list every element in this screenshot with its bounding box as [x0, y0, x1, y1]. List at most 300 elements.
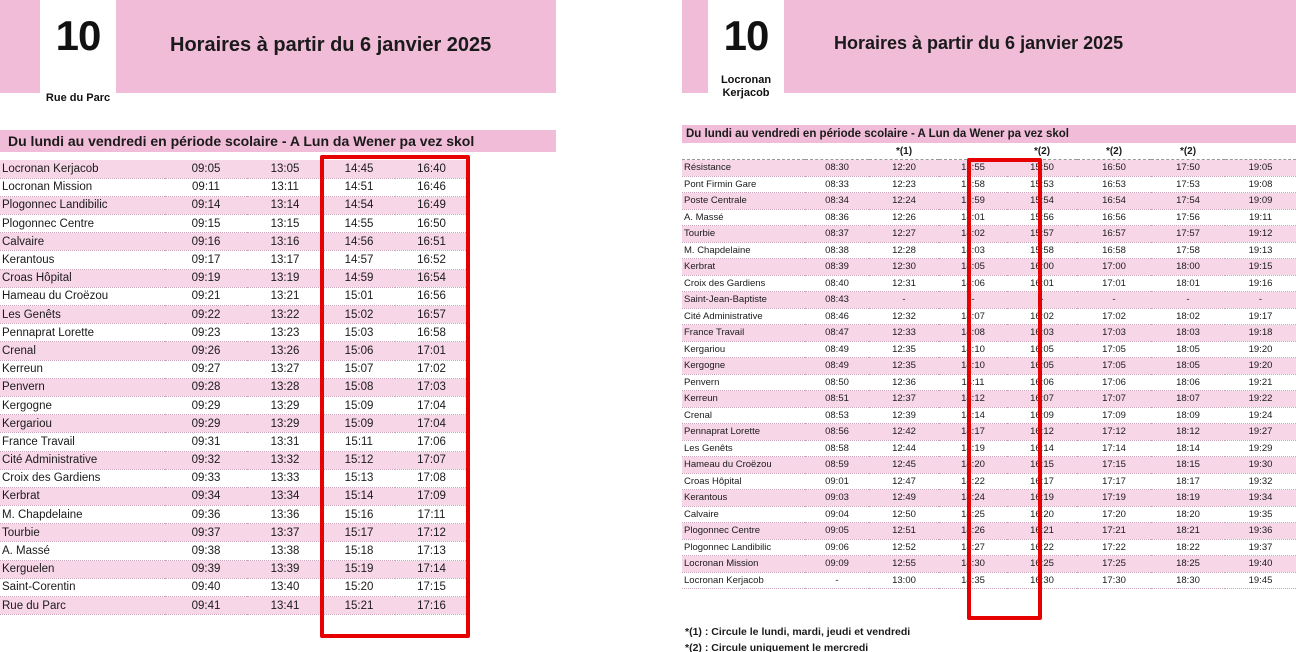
right-time-cell: 14:17 [939, 424, 1007, 441]
right-time-cell: 18:07 [1151, 391, 1225, 408]
left-time-cell: 17:04 [395, 415, 468, 433]
right-stop-name: Hameau du Croëzou [682, 457, 805, 474]
right-time-cell: 08:58 [805, 440, 869, 457]
right-time-cell: 16:53 [1077, 176, 1151, 193]
right-time-cell: 12:42 [869, 424, 939, 441]
left-time-cell: 09:05 [165, 160, 247, 178]
right-time-cell: 19:05 [1225, 160, 1296, 177]
right-time-cell: 08:49 [805, 341, 869, 358]
right-time-cell: 19:34 [1225, 490, 1296, 507]
left-time-cell: 15:06 [323, 342, 395, 360]
left-stop-name: Plogonnec Landibilic [0, 196, 165, 214]
right-time-cell: 12:26 [869, 209, 939, 226]
left-time-cell: 14:55 [323, 215, 395, 233]
right-time-cell: 19:35 [1225, 506, 1296, 523]
left-time-cell: 13:37 [247, 524, 323, 542]
right-time-cell: 14:01 [939, 209, 1007, 226]
right-route-subtitle-2: Kerjacob [722, 87, 770, 99]
right-time-cell: 12:24 [869, 193, 939, 210]
left-time-cell: 09:17 [165, 251, 247, 269]
right-time-cell: 08:46 [805, 308, 869, 325]
left-stop-name: Penvern [0, 378, 165, 396]
right-time-cell: 19:17 [1225, 308, 1296, 325]
left-stop-name: Kerguelen [0, 560, 165, 578]
right-time-cell: 16:21 [1007, 523, 1077, 540]
left-stop-name: Croas Hôpital [0, 269, 165, 287]
right-stop-name: Croix des Gardiens [682, 275, 805, 292]
left-time-cell: 09:36 [165, 506, 247, 524]
right-column-header [805, 143, 869, 160]
left-stop-name: A. Massé [0, 542, 165, 560]
right-time-cell: 19:20 [1225, 341, 1296, 358]
right-time-cell: 13:55 [939, 160, 1007, 177]
right-highlight-box [967, 158, 1042, 620]
left-time-cell: 16:57 [395, 306, 468, 324]
left-route-badge [40, 0, 116, 108]
right-time-cell: 14:10 [939, 358, 1007, 375]
right-time-cell: 18:15 [1151, 457, 1225, 474]
right-time-cell: 14:06 [939, 275, 1007, 292]
right-time-cell: 14:19 [939, 440, 1007, 457]
right-time-cell: 19:36 [1225, 523, 1296, 540]
right-column-header: *(2) [1007, 143, 1077, 160]
right-stop-name: Cité Administrative [682, 308, 805, 325]
left-time-cell: 09:22 [165, 306, 247, 324]
left-time-cell: 13:41 [247, 597, 323, 615]
note-2: *(2) : Circule uniquement le mercredi [685, 642, 869, 652]
left-time-cell: 09:41 [165, 597, 247, 615]
right-time-cell: 16:14 [1007, 440, 1077, 457]
right-time-cell: 08:50 [805, 374, 869, 391]
left-stop-name: Cité Administrative [0, 451, 165, 469]
right-stop-name: Résistance [682, 160, 805, 177]
right-time-cell: 14:05 [939, 259, 1007, 276]
right-stop-name: Tourbie [682, 226, 805, 243]
right-time-cell: 19:40 [1225, 556, 1296, 573]
right-time-cell: 12:27 [869, 226, 939, 243]
right-time-cell: 16:05 [1007, 358, 1077, 375]
left-stop-name: Kergariou [0, 415, 165, 433]
right-time-cell: 17:53 [1151, 176, 1225, 193]
right-time-cell: 18:03 [1151, 325, 1225, 342]
left-time-cell: 13:36 [247, 506, 323, 524]
right-time-cell: 16:20 [1007, 506, 1077, 523]
right-time-cell: 15:57 [1007, 226, 1077, 243]
right-time-cell: 16:58 [1077, 242, 1151, 259]
right-time-cell: 17:15 [1077, 457, 1151, 474]
right-time-cell: 15:50 [1007, 160, 1077, 177]
left-time-cell: 09:16 [165, 233, 247, 251]
right-time-cell: 09:06 [805, 539, 869, 556]
right-time-cell: 18:20 [1151, 506, 1225, 523]
right-stop-name: Calvaire [682, 506, 805, 523]
right-time-cell: 17:30 [1077, 572, 1151, 589]
right-title: Horaires à partir du 6 janvier 2025 [834, 33, 1124, 53]
left-time-cell: 13:22 [247, 306, 323, 324]
left-time-cell: 15:09 [323, 415, 395, 433]
left-stop-name: Crenal [0, 342, 165, 360]
right-time-cell: 19:13 [1225, 242, 1296, 259]
left-stop-name: Pennaprat Lorette [0, 324, 165, 342]
right-time-cell: 08:43 [805, 292, 869, 309]
left-time-cell: 15:03 [323, 324, 395, 342]
right-time-cell: 18:14 [1151, 440, 1225, 457]
right-time-cell: 14:20 [939, 457, 1007, 474]
right-time-cell: - [1007, 292, 1077, 309]
left-time-cell: 15:13 [323, 469, 395, 487]
right-time-cell: 17:58 [1151, 242, 1225, 259]
right-time-cell: 14:14 [939, 407, 1007, 424]
left-time-cell: 09:21 [165, 287, 247, 305]
right-time-cell: 19:24 [1225, 407, 1296, 424]
left-time-cell: 09:34 [165, 487, 247, 505]
right-time-cell: 16:12 [1007, 424, 1077, 441]
left-time-cell: 13:05 [247, 160, 323, 178]
left-time-cell: 15:19 [323, 560, 395, 578]
left-stop-name: Kerbrat [0, 487, 165, 505]
left-time-cell: 13:33 [247, 469, 323, 487]
left-stop-name: Hameau du Croëzou [0, 287, 165, 305]
left-time-cell: 17:06 [395, 433, 468, 451]
right-time-cell: 16:15 [1007, 457, 1077, 474]
right-time-cell: 12:33 [869, 325, 939, 342]
right-time-cell: 19:15 [1225, 259, 1296, 276]
left-time-cell: 15:08 [323, 378, 395, 396]
right-time-cell: 09:03 [805, 490, 869, 507]
right-stop-name: M. Chapdelaine [682, 242, 805, 259]
right-route-subtitle-1: Locronan [720, 74, 772, 86]
right-time-cell: 16:50 [1077, 160, 1151, 177]
left-stop-name: Locronan Kerjacob [0, 160, 165, 178]
right-time-cell: 12:39 [869, 407, 939, 424]
left-time-cell: 09:40 [165, 578, 247, 596]
right-time-cell: 12:49 [869, 490, 939, 507]
right-time-cell: 14:08 [939, 325, 1007, 342]
right-time-cell: 17:19 [1077, 490, 1151, 507]
right-stop-name: Kerreun [682, 391, 805, 408]
right-time-cell: 19:27 [1225, 424, 1296, 441]
left-stop-name: Saint-Corentin [0, 578, 165, 596]
left-time-cell: 17:07 [395, 451, 468, 469]
right-time-cell: 12:23 [869, 176, 939, 193]
left-time-cell: 09:15 [165, 215, 247, 233]
left-time-cell: 17:12 [395, 524, 468, 542]
right-column-header [1225, 143, 1296, 160]
left-time-cell: 13:11 [247, 178, 323, 196]
right-stop-name: Pennaprat Lorette [682, 424, 805, 441]
right-time-cell: 19:37 [1225, 539, 1296, 556]
left-time-cell: 15:11 [323, 433, 395, 451]
right-time-cell: 18:17 [1151, 473, 1225, 490]
right-time-cell: 16:57 [1077, 226, 1151, 243]
right-time-cell: 14:11 [939, 374, 1007, 391]
left-time-cell: 14:45 [323, 160, 395, 178]
right-time-cell: 19:30 [1225, 457, 1296, 474]
left-time-cell: 17:03 [395, 378, 468, 396]
left-time-cell: 17:08 [395, 469, 468, 487]
right-time-cell: 08:34 [805, 193, 869, 210]
right-column-header: *(2) [1077, 143, 1151, 160]
left-time-cell: 16:52 [395, 251, 468, 269]
left-time-cell: 16:49 [395, 196, 468, 214]
left-stop-name: Croix des Gardiens [0, 469, 165, 487]
right-time-cell: 18:22 [1151, 539, 1225, 556]
right-time-cell: 16:01 [1007, 275, 1077, 292]
right-time-cell: - [805, 572, 869, 589]
right-time-cell: 17:02 [1077, 308, 1151, 325]
right-stop-name: Plogonnec Centre [682, 523, 805, 540]
right-stop-name: Pont Firmin Gare [682, 176, 805, 193]
left-stop-name: Kergogne [0, 396, 165, 414]
right-time-cell: 14:22 [939, 473, 1007, 490]
right-time-cell: 14:30 [939, 556, 1007, 573]
left-time-cell: 13:27 [247, 360, 323, 378]
right-time-cell: 17:25 [1077, 556, 1151, 573]
left-time-cell: 13:34 [247, 487, 323, 505]
right-time-cell: 12:20 [869, 160, 939, 177]
right-time-cell: 19:12 [1225, 226, 1296, 243]
right-time-cell: 16:17 [1007, 473, 1077, 490]
left-time-cell: 16:50 [395, 215, 468, 233]
right-time-cell: 13:59 [939, 193, 1007, 210]
right-column-header [682, 143, 805, 160]
right-time-cell: 08:30 [805, 160, 869, 177]
left-time-cell: 15:09 [323, 396, 395, 414]
right-time-cell: 16:54 [1077, 193, 1151, 210]
left-time-cell: 13:28 [247, 378, 323, 396]
right-stop-name: Plogonnec Landibilic [682, 539, 805, 556]
right-time-cell: 18:00 [1151, 259, 1225, 276]
left-time-cell: 09:19 [165, 269, 247, 287]
left-time-cell: 13:21 [247, 287, 323, 305]
right-time-cell: 14:24 [939, 490, 1007, 507]
right-stop-name: Kerantous [682, 490, 805, 507]
right-time-cell: 19:16 [1225, 275, 1296, 292]
left-time-cell: 17:15 [395, 578, 468, 596]
right-time-cell: 17:17 [1077, 473, 1151, 490]
right-time-cell: 16:56 [1077, 209, 1151, 226]
left-time-cell: 13:15 [247, 215, 323, 233]
right-time-cell: 12:44 [869, 440, 939, 457]
right-time-cell: 08:36 [805, 209, 869, 226]
right-time-cell: 12:45 [869, 457, 939, 474]
right-time-cell: 16:02 [1007, 308, 1077, 325]
left-stop-name: Les Genêts [0, 306, 165, 324]
right-time-cell: 17:50 [1151, 160, 1225, 177]
right-time-cell: 12:30 [869, 259, 939, 276]
left-time-cell: 16:54 [395, 269, 468, 287]
right-stop-name: Penvern [682, 374, 805, 391]
left-time-cell: 13:16 [247, 233, 323, 251]
left-route-number: 10 [55, 12, 101, 59]
right-time-cell: 12:36 [869, 374, 939, 391]
right-time-cell: 17:05 [1077, 358, 1151, 375]
right-time-cell: 16:00 [1007, 259, 1077, 276]
right-column-header: *(2) [1151, 143, 1225, 160]
right-time-cell: 17:21 [1077, 523, 1151, 540]
right-time-cell: 14:03 [939, 242, 1007, 259]
right-time-cell: 18:30 [1151, 572, 1225, 589]
left-time-cell: 17:09 [395, 487, 468, 505]
left-time-cell: 15:16 [323, 506, 395, 524]
left-time-cell: 15:01 [323, 287, 395, 305]
left-time-cell: 09:14 [165, 196, 247, 214]
right-time-cell: 18:21 [1151, 523, 1225, 540]
left-stop-name: Rue du Parc [0, 597, 165, 615]
right-stop-name: Kergogne [682, 358, 805, 375]
left-time-cell: 13:31 [247, 433, 323, 451]
right-time-cell: 12:52 [869, 539, 939, 556]
right-time-cell: 17:56 [1151, 209, 1225, 226]
left-time-cell: 14:54 [323, 196, 395, 214]
left-time-cell: 17:16 [395, 597, 468, 615]
right-time-cell: 19:45 [1225, 572, 1296, 589]
left-time-cell: 13:29 [247, 415, 323, 433]
left-time-cell: 15:14 [323, 487, 395, 505]
left-time-cell: 09:31 [165, 433, 247, 451]
right-time-cell: 16:06 [1007, 374, 1077, 391]
right-time-cell: 12:31 [869, 275, 939, 292]
left-stop-name: Tourbie [0, 524, 165, 542]
right-time-cell: 17:14 [1077, 440, 1151, 457]
right-stop-name: Les Genêts [682, 440, 805, 457]
note-1: *(1) : Circule le lundi, mardi, jeudi et vendredi [685, 626, 911, 638]
right-time-cell: 08:39 [805, 259, 869, 276]
left-time-cell: 16:51 [395, 233, 468, 251]
right-time-cell: 17:03 [1077, 325, 1151, 342]
left-time-cell: 09:32 [165, 451, 247, 469]
right-time-cell: 12:32 [869, 308, 939, 325]
left-time-cell: 15:20 [323, 578, 395, 596]
left-time-cell: 09:29 [165, 415, 247, 433]
right-time-cell: - [1225, 292, 1296, 309]
right-time-cell: 18:06 [1151, 374, 1225, 391]
right-time-cell: 18:09 [1151, 407, 1225, 424]
left-time-cell: 09:33 [165, 469, 247, 487]
left-time-cell: 15:21 [323, 597, 395, 615]
left-time-cell: 15:12 [323, 451, 395, 469]
right-time-cell: 08:51 [805, 391, 869, 408]
right-time-cell: 19:08 [1225, 176, 1296, 193]
left-time-cell: 13:39 [247, 560, 323, 578]
left-time-cell: 09:37 [165, 524, 247, 542]
right-time-cell: 12:37 [869, 391, 939, 408]
right-time-cell: - [869, 292, 939, 309]
left-time-cell: 13:32 [247, 451, 323, 469]
left-time-cell: 17:02 [395, 360, 468, 378]
left-time-cell: 17:14 [395, 560, 468, 578]
right-time-cell: 14:07 [939, 308, 1007, 325]
right-time-cell: 16:09 [1007, 407, 1077, 424]
right-time-cell: 14:25 [939, 506, 1007, 523]
right-time-cell: 16:05 [1007, 341, 1077, 358]
right-time-cell: 16:19 [1007, 490, 1077, 507]
left-time-cell: 13:19 [247, 269, 323, 287]
right-stop-name: Kerbrat [682, 259, 805, 276]
left-highlight-box [320, 155, 470, 638]
left-time-cell: 17:13 [395, 542, 468, 560]
left-time-cell: 16:40 [395, 160, 468, 178]
right-period-banner: Du lundi au vendredi en période scolaire - A Lun da Wener pa vez skol [682, 125, 1296, 143]
left-stop-name: Locronan Mission [0, 178, 165, 196]
right-time-cell: 17:20 [1077, 506, 1151, 523]
right-time-cell: 12:35 [869, 358, 939, 375]
left-time-cell: 13:29 [247, 396, 323, 414]
right-stop-name: Poste Centrale [682, 193, 805, 210]
right-stop-name: Crenal [682, 407, 805, 424]
right-time-cell: 08:38 [805, 242, 869, 259]
right-time-cell: 17:12 [1077, 424, 1151, 441]
left-time-cell: 16:46 [395, 178, 468, 196]
left-stop-name: Calvaire [0, 233, 165, 251]
left-time-cell: 17:04 [395, 396, 468, 414]
right-time-cell: 12:51 [869, 523, 939, 540]
right-time-cell: 12:28 [869, 242, 939, 259]
right-time-cell: 14:12 [939, 391, 1007, 408]
right-column-header: *(1) [869, 143, 939, 160]
left-time-cell: 14:56 [323, 233, 395, 251]
right-time-cell: 12:47 [869, 473, 939, 490]
left-time-cell: 09:28 [165, 378, 247, 396]
right-stop-name: Locronan Kerjacob [682, 572, 805, 589]
right-time-cell: 14:26 [939, 523, 1007, 540]
right-time-cell: 09:01 [805, 473, 869, 490]
right-time-cell: 16:22 [1007, 539, 1077, 556]
left-time-cell: 17:01 [395, 342, 468, 360]
right-time-cell: 08:59 [805, 457, 869, 474]
right-time-cell: 14:27 [939, 539, 1007, 556]
right-stop-name: Croas Hôpital [682, 473, 805, 490]
right-time-cell: 14:35 [939, 572, 1007, 589]
right-time-cell: - [939, 292, 1007, 309]
right-time-cell: 15:54 [1007, 193, 1077, 210]
right-time-cell: 08:47 [805, 325, 869, 342]
right-time-cell: 08:33 [805, 176, 869, 193]
right-time-cell: 14:10 [939, 341, 1007, 358]
left-time-cell: 14:51 [323, 178, 395, 196]
right-time-cell: 19:20 [1225, 358, 1296, 375]
left-time-cell: 09:39 [165, 560, 247, 578]
right-time-cell: 17:09 [1077, 407, 1151, 424]
right-time-cell: 08:49 [805, 358, 869, 375]
left-time-cell: 14:59 [323, 269, 395, 287]
right-time-cell: - [1151, 292, 1225, 309]
right-time-cell: 12:55 [869, 556, 939, 573]
right-time-cell: 16:07 [1007, 391, 1077, 408]
right-time-cell: 19:18 [1225, 325, 1296, 342]
right-time-cell: 18:05 [1151, 358, 1225, 375]
left-time-cell: 15:07 [323, 360, 395, 378]
left-period-banner: Du lundi au vendredi en période scolaire - A Lun da Wener pa vez skol [0, 130, 556, 152]
right-time-cell: 17:05 [1077, 341, 1151, 358]
right-time-cell: 08:56 [805, 424, 869, 441]
left-title: Horaires à partir du 6 janvier 2025 [170, 34, 492, 56]
right-stop-name: Saint-Jean-Baptiste [682, 292, 805, 309]
right-route-badge [708, 0, 784, 108]
right-time-cell: 08:53 [805, 407, 869, 424]
right-time-cell: 17:57 [1151, 226, 1225, 243]
right-time-cell: 14:02 [939, 226, 1007, 243]
left-time-cell: 13:17 [247, 251, 323, 269]
right-time-cell: 18:12 [1151, 424, 1225, 441]
right-time-cell: 13:00 [869, 572, 939, 589]
right-time-cell: 19:11 [1225, 209, 1296, 226]
right-time-cell: 08:37 [805, 226, 869, 243]
left-time-cell: 09:26 [165, 342, 247, 360]
left-time-cell: 09:38 [165, 542, 247, 560]
left-time-cell: 13:38 [247, 542, 323, 560]
right-time-cell: 15:53 [1007, 176, 1077, 193]
